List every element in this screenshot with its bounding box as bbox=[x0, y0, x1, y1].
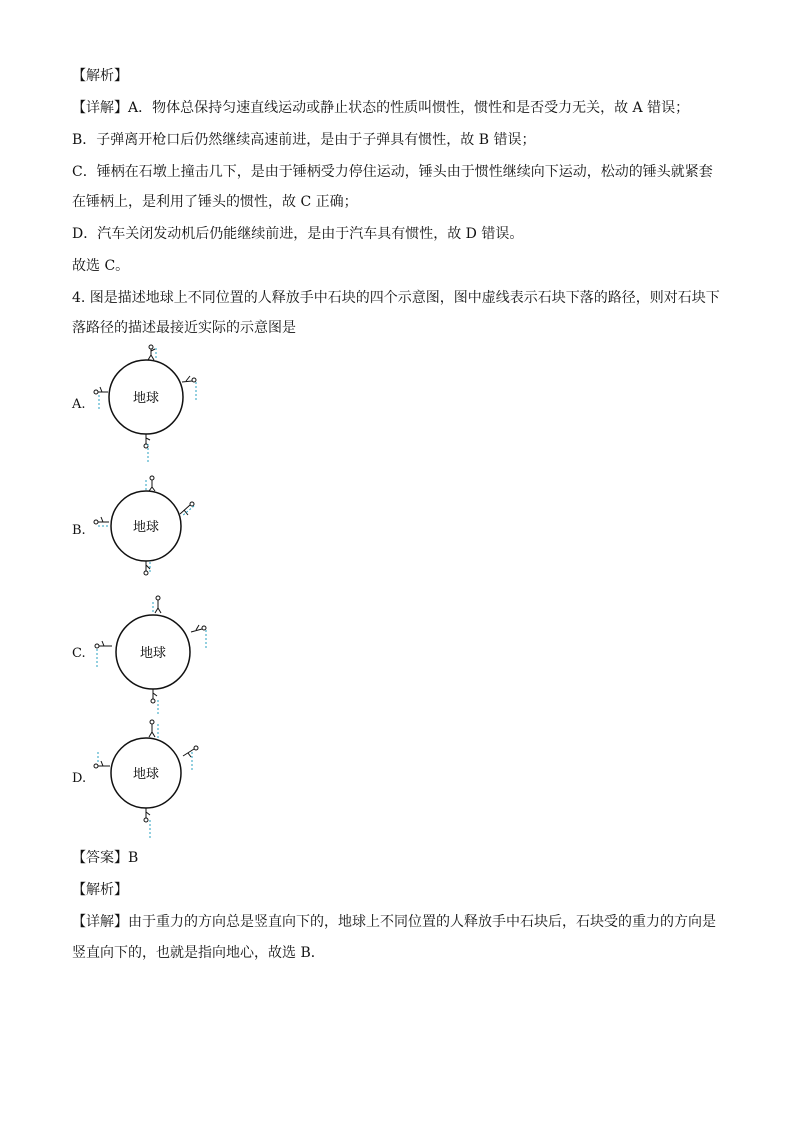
option-d-diagram bbox=[88, 716, 218, 840]
person-right bbox=[182, 376, 196, 382]
option-b-label: B. bbox=[72, 523, 86, 538]
detail-c-line2: 在锤柄上，是利用了锤头的惯性，故 C 正确； bbox=[72, 194, 358, 210]
option-c-label: C. bbox=[72, 646, 86, 661]
conclusion: 故选 C。 bbox=[72, 258, 130, 274]
answer-label: 【答案】B bbox=[72, 850, 139, 866]
analysis-heading-2: 【解析】 bbox=[72, 882, 128, 898]
option-c-diagram bbox=[88, 592, 218, 716]
question-stem-line2: 落路径的描述最接近实际的示意图是 bbox=[72, 320, 296, 336]
person-right bbox=[191, 625, 206, 632]
question-stem-line1: 4. 图是描述地球上不同位置的人释放手中石块的四个示意图，图中虚线表示石块下落的路径，则对石块下 bbox=[72, 290, 720, 306]
person-top bbox=[155, 596, 161, 613]
person-top bbox=[148, 345, 155, 360]
person-top bbox=[149, 476, 155, 491]
option-a-diagram bbox=[88, 340, 218, 462]
earth-label: 地球 bbox=[139, 646, 167, 661]
person-right bbox=[180, 502, 194, 515]
option-a-label: A. bbox=[72, 397, 86, 412]
person-top bbox=[149, 720, 155, 737]
analysis-heading-1: 【解析】 bbox=[72, 68, 128, 84]
person-bottom bbox=[144, 434, 150, 448]
detail-d: D．汽车关闭发动机后仍能继续前进，是由于汽车具有惯性，故 D 错误。 bbox=[72, 226, 524, 242]
person-left bbox=[95, 641, 112, 648]
option-d-label: D. bbox=[72, 771, 87, 786]
earth-label: 地球 bbox=[132, 520, 160, 535]
earth-label: 地球 bbox=[132, 391, 160, 406]
answer-detail-line1: 【详解】由于重力的方向总是竖直向下的，地球上不同位置的人释放手中石块后，石块受的重力的方向是 bbox=[72, 914, 716, 930]
person-bottom bbox=[144, 561, 150, 575]
answer-detail-line2: 竖直向下的，也就是指向地心，故选 B． bbox=[72, 945, 325, 961]
person-right bbox=[183, 746, 198, 757]
person-left bbox=[94, 761, 110, 768]
person-bottom bbox=[151, 689, 157, 703]
earth-label: 地球 bbox=[132, 767, 160, 782]
person-left bbox=[94, 387, 108, 394]
person-bottom bbox=[144, 808, 150, 822]
option-b-diagram bbox=[88, 472, 218, 584]
detail-c-line1: C．锤柄在石墩上撞击几下，是由于锤柄受力停住运动，锤头由于惯性继续向下运动，松动的锤头就紧套 bbox=[72, 164, 713, 180]
person-left bbox=[94, 517, 109, 524]
detail-a: 【详解】A．物体总保持匀速直线运动或静止状态的性质叫惯性，惯性和是否受力无关，故 A 错误； bbox=[72, 100, 690, 116]
detail-b: B．子弹离开枪口后仍然继续高速前进，是由于子弹具有惯性，故 B 错误； bbox=[72, 132, 536, 148]
